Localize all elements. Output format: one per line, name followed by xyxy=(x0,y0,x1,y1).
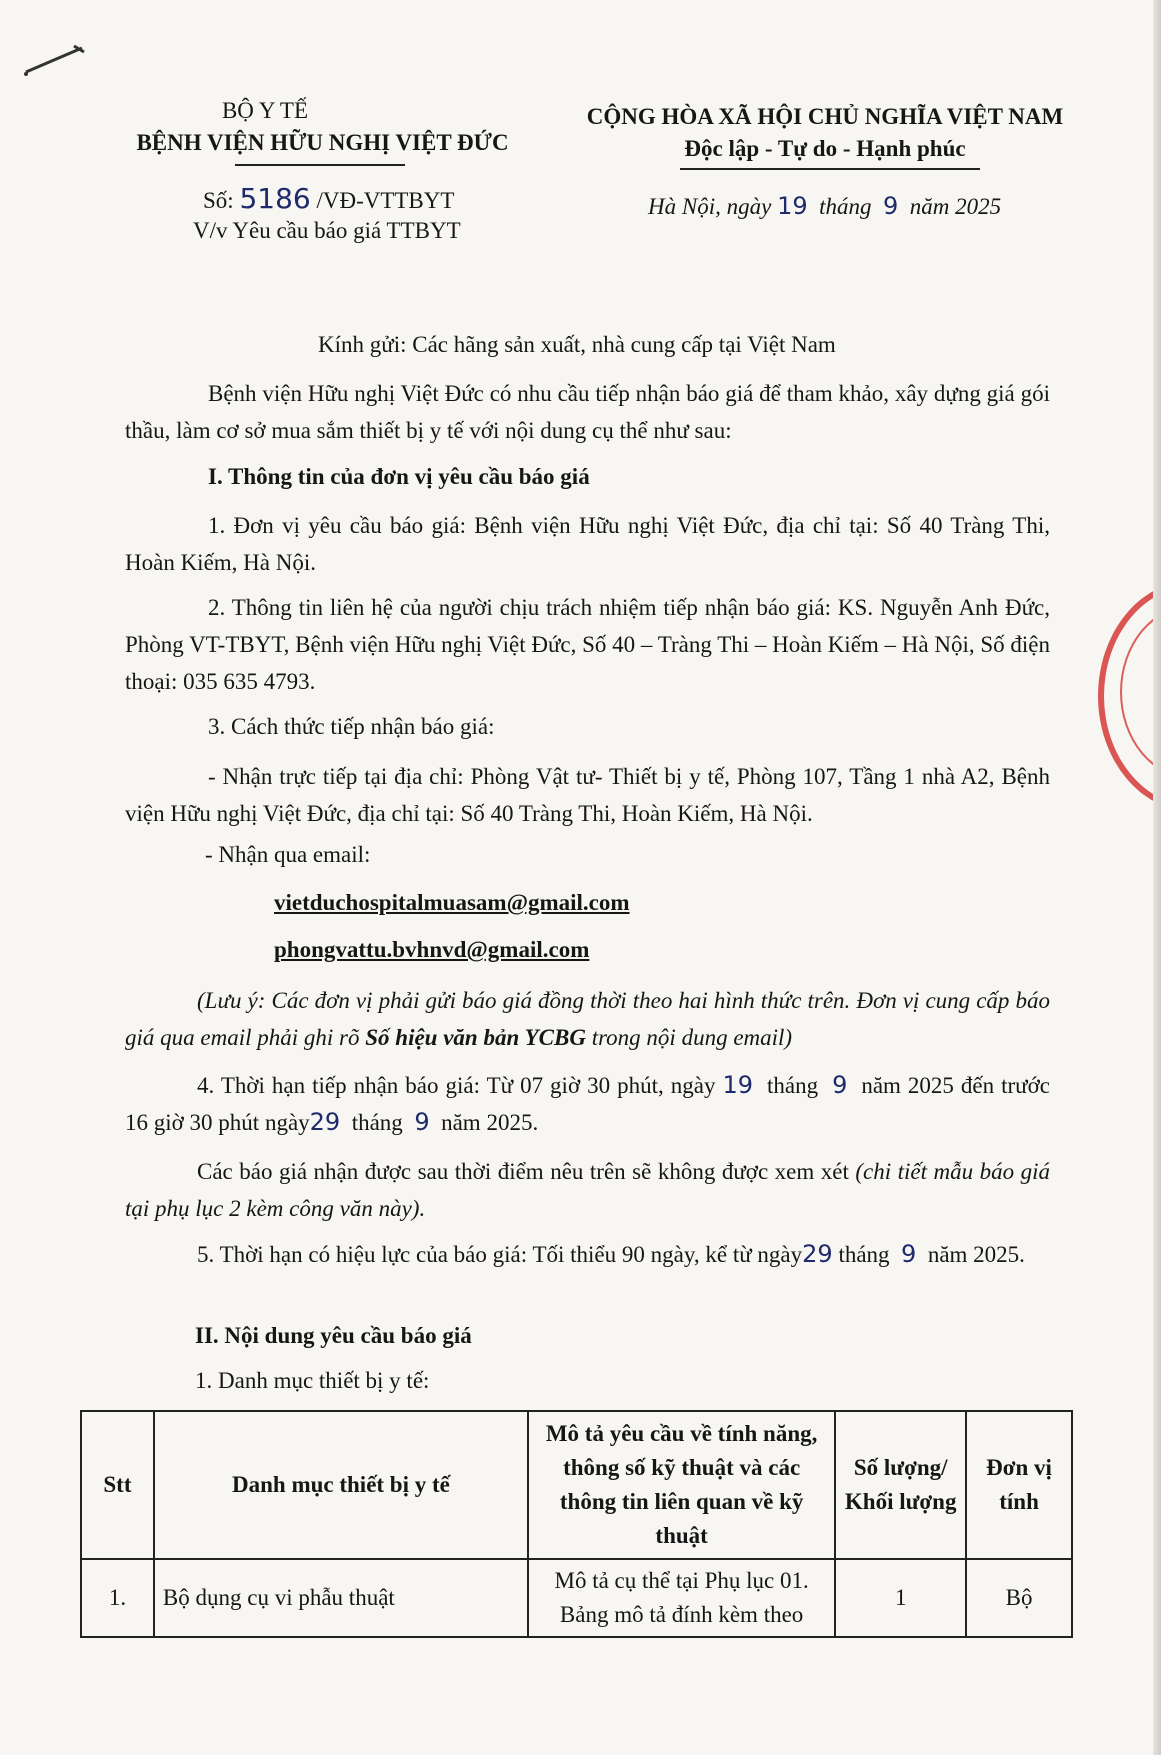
table-cell-unit: Bộ xyxy=(966,1559,1072,1637)
email-note-part-1: (Lưu ý: Các đơn vị phải gửi báo giá đồng thời theo hai hình thức trên. Đơn vị cung cấp báo giá qua email phải ghi rõ xyxy=(125,988,1050,1050)
issue-date xyxy=(648,192,1001,220)
item-5-text-3: năm 2025. xyxy=(927,1242,1025,1267)
section-2-title: II. Nội dung yêu cầu báo giá xyxy=(195,1323,472,1348)
ministry-name: BỘ Y TẾ xyxy=(221,98,309,123)
table-header-quantity: Số lượng/ Khối lượng xyxy=(835,1411,966,1559)
section-2-item-1: 1. Danh mục thiết bị y tế: xyxy=(195,1368,430,1393)
country-name: CỘNG HÒA XÃ HỘI CHỦ NGHĨA VIỆT NAM xyxy=(586,104,1064,129)
item-5-text-1: 5. Thời hạn có hiệu lực của báo giá: Tối thiểu 90 ngày, kể từ ngày xyxy=(197,1242,803,1267)
item-4-day-2-handwritten: 29 xyxy=(309,1108,341,1136)
late-italic: (chi tiết mẫu báo giá tại phụ lục 2 kèm công văn này). xyxy=(125,1159,1050,1221)
table-header-item: Danh mục thiết bị y tế xyxy=(154,1411,528,1559)
late-text: Các báo giá nhận được sau thời điểm nêu trên sẽ không được xem xét xyxy=(197,1159,856,1184)
email-note xyxy=(125,982,1050,1056)
item-4-month-1-handwritten: 9 xyxy=(832,1071,848,1099)
page-edge-shadow xyxy=(1153,0,1161,1755)
date-month-handwritten: 9 xyxy=(883,192,899,220)
recipient-line: Kính gửi: Các hãng sản xuất, nhà cung cấp tại Việt Nam xyxy=(318,332,836,357)
item-5-day-handwritten: 29 xyxy=(802,1240,833,1268)
document-subject: V/v Yêu cầu báo giá TTBYT xyxy=(193,218,461,243)
equipment-table xyxy=(80,1410,1073,1638)
late-submission-note xyxy=(125,1153,1050,1227)
date-month-label: tháng xyxy=(819,194,872,219)
item-4-text-2: tháng xyxy=(766,1073,819,1098)
section-1-title: I. Thông tin của đơn vị yêu cầu báo giá xyxy=(208,464,590,489)
table-header-row xyxy=(81,1411,1072,1559)
item-5-month-handwritten: 9 xyxy=(901,1240,917,1268)
section-1-email-label: - Nhận qua email: xyxy=(205,842,371,867)
item-4-text-4: tháng xyxy=(351,1110,403,1135)
national-motto: Độc lập - Tự do - Hạnh phúc xyxy=(684,136,966,161)
section-1-item-4 xyxy=(125,1067,1050,1141)
email-note-bold: Số hiệu văn bản YCBG xyxy=(365,1025,586,1050)
doc-number-label: Số: xyxy=(203,188,234,213)
date-day-handwritten: 19 xyxy=(777,192,808,220)
hospital-name: BỆNH VIỆN HỮU NGHỊ VIỆT ĐỨC xyxy=(136,130,509,155)
table-header-unit: Đơn vị tính xyxy=(966,1411,1072,1559)
motto-underline xyxy=(680,168,980,170)
section-1-item-5 xyxy=(125,1236,1050,1273)
pen-scratch-mark xyxy=(22,40,92,80)
doc-number-suffix: /VĐ-VTTBYT xyxy=(316,188,455,213)
table-cell-stt: 1. xyxy=(81,1559,154,1637)
section-1-item-1: 1. Đơn vị yêu cầu báo giá: Bệnh viện Hữu nghị Việt Đức, địa chỉ tại: Số 40 Tràng Thi, Hoàn Kiếm, Hà Nội. xyxy=(125,513,1050,575)
item-4-day-1-handwritten: 19 xyxy=(722,1071,753,1099)
section-1-item-3-direct: - Nhận trực tiếp tại địa chỉ: Phòng Vật tư- Thiết bị y tế, Phòng 107, Tầng 1 nhà A2, Bệnh viện Hữu nghị Việt Đức, địa chỉ tại: Số 40 Tràng Thi, Hoàn Kiếm, Hà Nội. xyxy=(125,764,1050,826)
section-1-item-3: 3. Cách thức tiếp nhận báo giá: xyxy=(208,714,495,739)
document-number xyxy=(203,182,454,215)
table-cell-item: Bộ dụng cụ vi phẫu thuật xyxy=(154,1559,528,1637)
item-4-text-1: 4. Thời hạn tiếp nhận báo giá: Từ 07 giờ 30 phút, ngày xyxy=(197,1073,716,1098)
table-row xyxy=(81,1559,1072,1637)
item-5-text-2: tháng xyxy=(838,1242,890,1267)
email-address-2[interactable]: phongvattu.bvhnvd@gmail.com xyxy=(274,937,590,962)
table-cell-quantity: 1 xyxy=(835,1559,966,1637)
header-left-underline xyxy=(235,164,405,166)
date-year: năm 2025 xyxy=(909,194,1002,219)
intro-paragraph: Bệnh viện Hữu nghị Việt Đức có nhu cầu tiếp nhận báo giá để tham khảo, xây dựng giá gói thầu, làm cơ sở mua sắm thiết bị y tế với nội dung cụ thể như sau: xyxy=(125,381,1050,443)
date-prefix: Hà Nội, ngày xyxy=(648,194,772,219)
table-cell-description: Mô tả cụ thể tại Phụ lục 01. Bảng mô tả đính kèm theo xyxy=(528,1559,835,1637)
section-1-item-2: 2. Thông tin liên hệ của người chịu trách nhiệm tiếp nhận báo giá: KS. Nguyễn Anh Đức, Phòng VT-TBYT, Bệnh viện Hữu nghị Việt Đức, Số 40 – Tràng Thi – Hoàn Kiếm – Hà Nội, Số điện thoại: 035 635 4793. xyxy=(125,595,1051,694)
doc-number-handwritten: 5186 xyxy=(239,182,311,215)
table-header-stt: Stt xyxy=(81,1411,154,1559)
email-note-part-2: trong nội dung email) xyxy=(585,1025,793,1050)
item-4-text-5: năm 2025. xyxy=(441,1110,539,1135)
table-header-description: Mô tả yêu cầu về tính năng, thông số kỹ thuật và các thông tin liên quan về kỹ thuật xyxy=(528,1411,835,1559)
email-address-1[interactable]: vietduchospitalmuasam@gmail.com xyxy=(274,890,630,915)
item-4-text-3: năm 2025 đến trước 16 giờ 30 phút ngày xyxy=(125,1073,1051,1135)
item-4-month-2-handwritten: 9 xyxy=(414,1108,430,1136)
